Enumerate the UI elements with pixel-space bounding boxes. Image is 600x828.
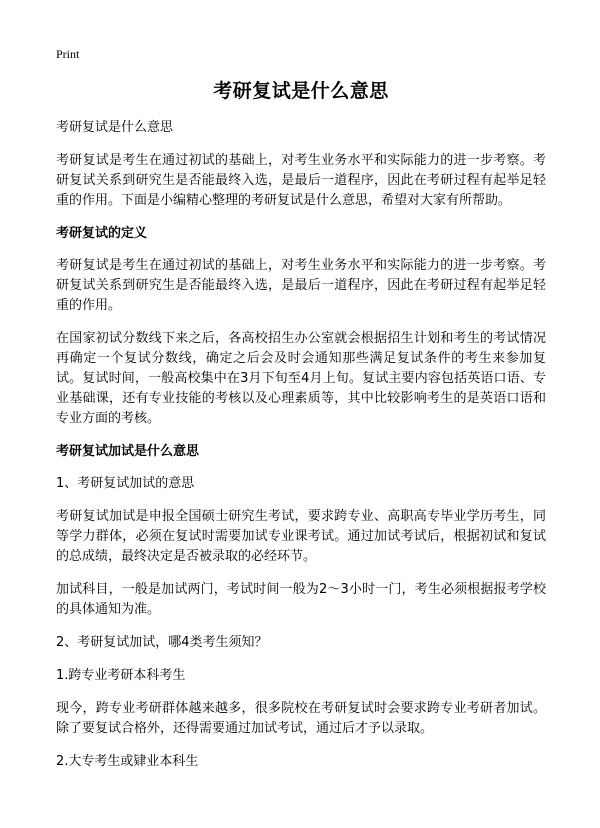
definition-paragraph-1: 考研复试是考生在通过初试的基础上，对考生业务水平和实际能力的进一步考察。考研复试关系到研究生是否能最终入选，是最后一道程序，因此在考研过程有起举足轻重的作用。 — [56, 258, 546, 313]
extra-exam-paragraph-1: 考研复试加试是申报全国硕士研究生考试，要求跨专业、高职高专毕业学历考生，同等学力群体，必须在复试时需要加试专业课考试。通过加试考试后，根据初试和复试的总成绩，最终决定是否被录取的必经环节。 — [56, 509, 546, 564]
intro-paragraph: 考研复试是考生在通过初试的基础上，对考生业务水平和实际能力的进一步考察。考研复试关系到研究生是否能最终入选，是最后一道程序，因此在考研过程有起举足轻重的作用。下面是小编精心整理的考研复试是什么意思，希望对大家有所帮助。 — [56, 153, 546, 208]
page-title: 考研复试是什么意思 — [213, 80, 389, 102]
list-item-title-junior-college: 2.大专考生或肄业本科生 — [56, 754, 199, 769]
definition-paragraph-2: 在国家初试分数线下来之后，各高校招生办公室就会根据招生计划和考生的考试情况再确定一个复试分数线，确定之后会及时会通知那些满足复试条件的考生来参加复试。复试时间，一般高校集中在3月下旬至4月上旬。复试主要内容包括英语口语、专业基础课，还有专业技能的考核以及心理素质等，其中比较影响考生的是英语口语和专业方面的考核。 — [56, 331, 546, 426]
list-item-title-cross-major: 1.跨专业考研本科考生 — [56, 668, 186, 683]
list-item-paragraph-cross-major: 现今，跨专业考研群体越来越多，很多院校在考研复试时会要求跨专业考研者加试。除了要复试合格外，还得需要通过加试考试，通过后才予以录取。 — [56, 701, 546, 736]
subheading-four-types: 2、考研复试加试，哪4类考生须知？ — [56, 635, 268, 650]
extra-exam-paragraph-2: 加试科目，一般是加试两门，考试时间一般为2～3小时一门，考生必须根据报考学校的具体通知为准。 — [56, 582, 546, 617]
section-heading-extra-exam: 考研复试加试是什么意思 — [56, 444, 200, 459]
print-label: Print — [56, 47, 80, 61]
intro-heading-text: 考研复试是什么意思 — [56, 120, 174, 135]
subheading-extra-exam-meaning: 1、考研复试加试的意思 — [56, 476, 195, 491]
section-heading-definition: 考研复试的定义 — [56, 226, 148, 241]
